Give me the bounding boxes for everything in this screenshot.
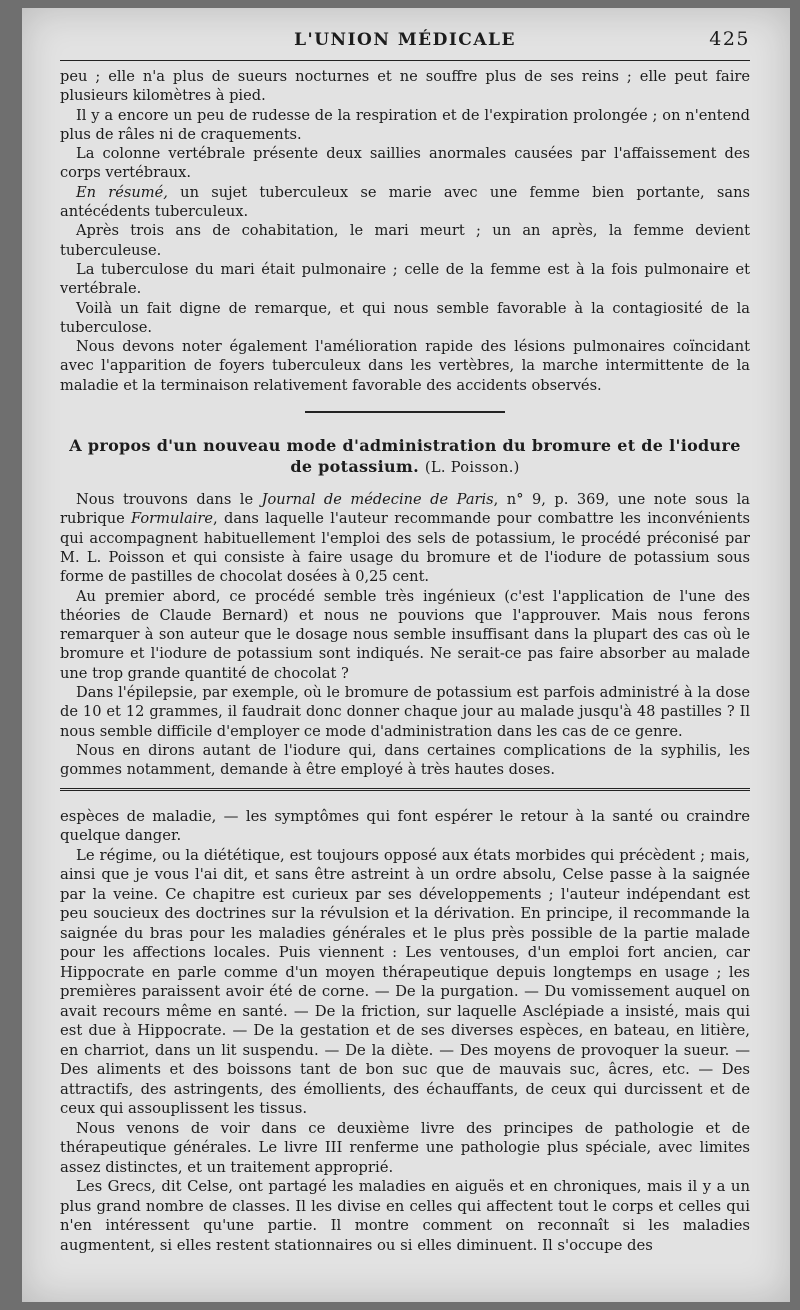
paragraph — [60, 183, 750, 222]
text-run: , dans laquelle l'auteur recommande pour combattre les inconvénients qui accompagnent habituellement l'emploi des sels de potassium, le procédé préconisé par M. L. Poisson et qui consiste à faire usage du bromure et de l'iodure de potassium sous forme de pastilles de chocolat dosées à 0,25 cent. — [60, 510, 750, 586]
resume-text: un sujet tuberculeux se marie avec une femme bien portante, sans antécédents tuberculeux. — [60, 183, 750, 221]
paragraph: Il y a encore un peu de rudesse de la respiration et de l'expiration prolongée ; on n'entend plus de râles ni de craquements. — [60, 106, 750, 143]
header-rule — [60, 60, 750, 61]
paragraph: Au premier abord, ce procédé semble très ingénieux (c'est l'application de l'une des théories de Claude Bernard) et nous ne pouvions que l'approuver. Mais nous ferons remarquer à son auteur que le dosage nous semble insuffisant dans la plupart des cas où le bromure et l'iodure de potassium sont indiqués. Ne serait-ce pas faire absorber au malade une trop grande quantité de chocolat ? — [60, 587, 750, 682]
running-head — [60, 26, 750, 56]
feuilleton — [60, 807, 750, 1256]
resume-lead: En résumé, — [76, 183, 168, 201]
paragraph: Nous venons de voir dans ce deuxième livre des principes de pathologie et de thérapeutique générales. Le livre III renferme une pathologie plus spéciale, avec limites assez distinctes, et un traitement approprié. — [60, 1119, 750, 1176]
paragraph: espèces de maladie, — les symptômes qui font espérer le retour à la santé ou craindre quelque danger. — [60, 807, 750, 844]
feuilleton-rule — [60, 788, 750, 791]
text-run: Nous trouvons dans le — [76, 491, 262, 509]
rubric-name: Formulaire — [131, 510, 214, 528]
article-author: (L. Poisson.) — [424, 459, 520, 477]
journal-name: Journal de médecine de Paris — [261, 491, 494, 509]
page-content — [60, 26, 750, 1255]
page-number: 425 — [709, 28, 750, 50]
running-title: L'UNION MÉDICALE — [294, 30, 516, 50]
paragraph: Nous devons noter également l'amélioration rapide des lésions pulmonaires coïncidant avec l'apparition de foyers tuberculeux dans les vertèbres, la marche intermittente de la maladie et la terminaison relativement favorable des accidents observés. — [60, 338, 750, 394]
article-title-text: A propos d'un nouveau mode d'administration du bromure et de l'iodure de potassium. — [69, 436, 741, 477]
paragraph: Nous en dirons autant de l'iodure qui, dans certaines complications de la syphilis, les gommes notamment, demande à être employé à très hautes doses. — [60, 741, 750, 779]
text-run: , n° 9, p. 369, une note sous la rubrique — [60, 491, 750, 528]
book-page — [22, 8, 790, 1302]
paragraph: Dans l'épilepsie, par exemple, où le bromure de potassium est parfois administré à la dose de 10 et 12 grammes, il faudrait donc donner chaque jour au malade jusqu'à 48 pastilles ? Il nous semble difficile d'employer ce mode d'administration dans les cas de ce genre. — [60, 684, 750, 740]
paragraph: Le régime, ou la diététique, est toujours opposé aux états morbides qui précèdent ; mais, ainsi que je vous l'ai dit, et sans être astreint à un ordre absolu, Celse passe à la saignée par la veine. Ce chapitre est curieux par ses développements ; l'auteur indépendant est peu soucieux des doctrines sur la révulsion et la dérivation. En principe, il recommande la saignée du bras pour les maladies générales et le plus près possible de la partie malade pour les affections locales. Puis viennent : Les ventouses, d'un emploi fort ancien, car Hippocrate en parle comme d'un moyen thérapeutique depuis longtemps en usage ; les premières paraissent avoir été de corne. — De la purgation. — Du vomissement auquel on avait recours même en santé. — De la friction, sur laquelle Asclépiade a insisté, mais qui est due à Hippocrate. — De la gestation et de ses diverses espèces, en bateau, en litière, en charriot, dans un lit suspendu. — De la diète. — Des moyens de provoquer la sueur. — Des aliments et des boissons tant de bon suc que de mauvais suc, âcres, etc. — Des attractifs, des astringents, des émollients, des échauffants, de ceux qui durcissent et de ceux qui assouplissent les tissus. — [60, 846, 750, 1117]
article-title — [60, 435, 750, 478]
paragraph: La tuberculose du mari était pulmonaire ; celle de la femme est à la fois pulmonaire et vertébrale. — [60, 260, 750, 298]
paragraph: peu ; elle n'a plus de sueurs nocturnes et ne souffre plus de ses reins ; elle peut faire plusieurs kilomètres à pied. — [60, 68, 750, 105]
paragraph: Après trois ans de cohabitation, le mari meurt ; un an après, la femme devient tuberculeuse. — [60, 222, 750, 259]
paragraph: La colonne vertébrale présente deux saillies anormales causées par l'affaissement des corps vertébraux. — [60, 145, 750, 182]
section-separator — [305, 411, 505, 413]
paragraph — [60, 490, 750, 586]
paragraph: Les Grecs, dit Celse, ont partagé les maladies en aiguës et en chroniques, mais il y a un plus grand nombre de classes. Il les divise en celles qui affectent tout le corps et celles qui n'en intéressent qu'une partie. Il montre comment on reconnaît si les maladies augmentent, si elles restent stationnaires ou si elles diminuent. Il s'occupe des — [60, 1178, 750, 1254]
paragraph: Voilà un fait digne de remarque, et qui nous semble favorable à la contagiosité de la tuberculose. — [60, 299, 750, 336]
